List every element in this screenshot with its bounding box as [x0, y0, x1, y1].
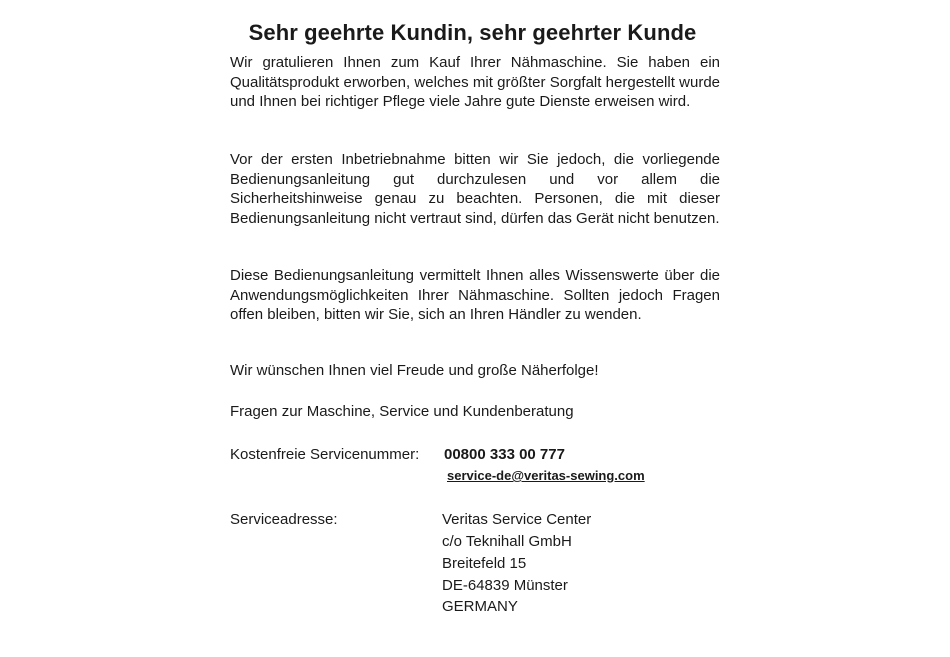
safety-paragraph: Vor der ersten Inbetriebnahme bitten wir Sie jedoch, die vorliegende Bedienungsanleitung gut durchzulesen und vor allem die Sicherheitshinweise genau zu beachten. Personen, die mit dieser Bedienungsanleitung nicht vertraut sind, dürfen das Gerät nicht benutzen.: [230, 151, 720, 227]
service-number: 00800 333 00 777: [444, 446, 565, 463]
service-address-label: Serviceadresse:: [230, 511, 338, 528]
address-line: Breitefeld 15: [442, 555, 527, 572]
address-line: DE-64839 Münster: [442, 577, 568, 594]
intro-paragraph: Wir gratulieren Ihnen zum Kauf Ihrer Nähmaschine. Sie haben ein Qualitätsprodukt erworben, welches mit größter Sorgfalt hergestellt wurde und Ihnen bei richtiger Pflege viele Jahre gute Dienste erweisen wird.: [230, 54, 720, 110]
greeting-line: Wir wünschen Ihnen viel Freude und große Näherfolge!: [230, 362, 599, 379]
address-line: GERMANY: [442, 598, 518, 615]
manual-paragraph: Diese Bedienungsanleitung vermittelt Ihnen alles Wissenswerte über die Anwendungsmöglichkeiten Ihrer Nähmaschine. Sollten jedoch Fragen offen bleiben, bitten wir Sie, sich an Ihren Händler zu wenden.: [230, 267, 720, 323]
questions-line: Fragen zur Maschine, Service und Kundenberatung: [230, 403, 574, 420]
service-number-label: Kostenfreie Servicenummer:: [230, 446, 420, 463]
service-email-link[interactable]: service-de@veritas-sewing.com: [447, 468, 645, 483]
address-line: c/o Teknihall GmbH: [442, 533, 572, 550]
address-line: Veritas Service Center: [442, 511, 592, 528]
page-title: Sehr geehrte Kundin, sehr geehrter Kunde: [248, 20, 697, 45]
